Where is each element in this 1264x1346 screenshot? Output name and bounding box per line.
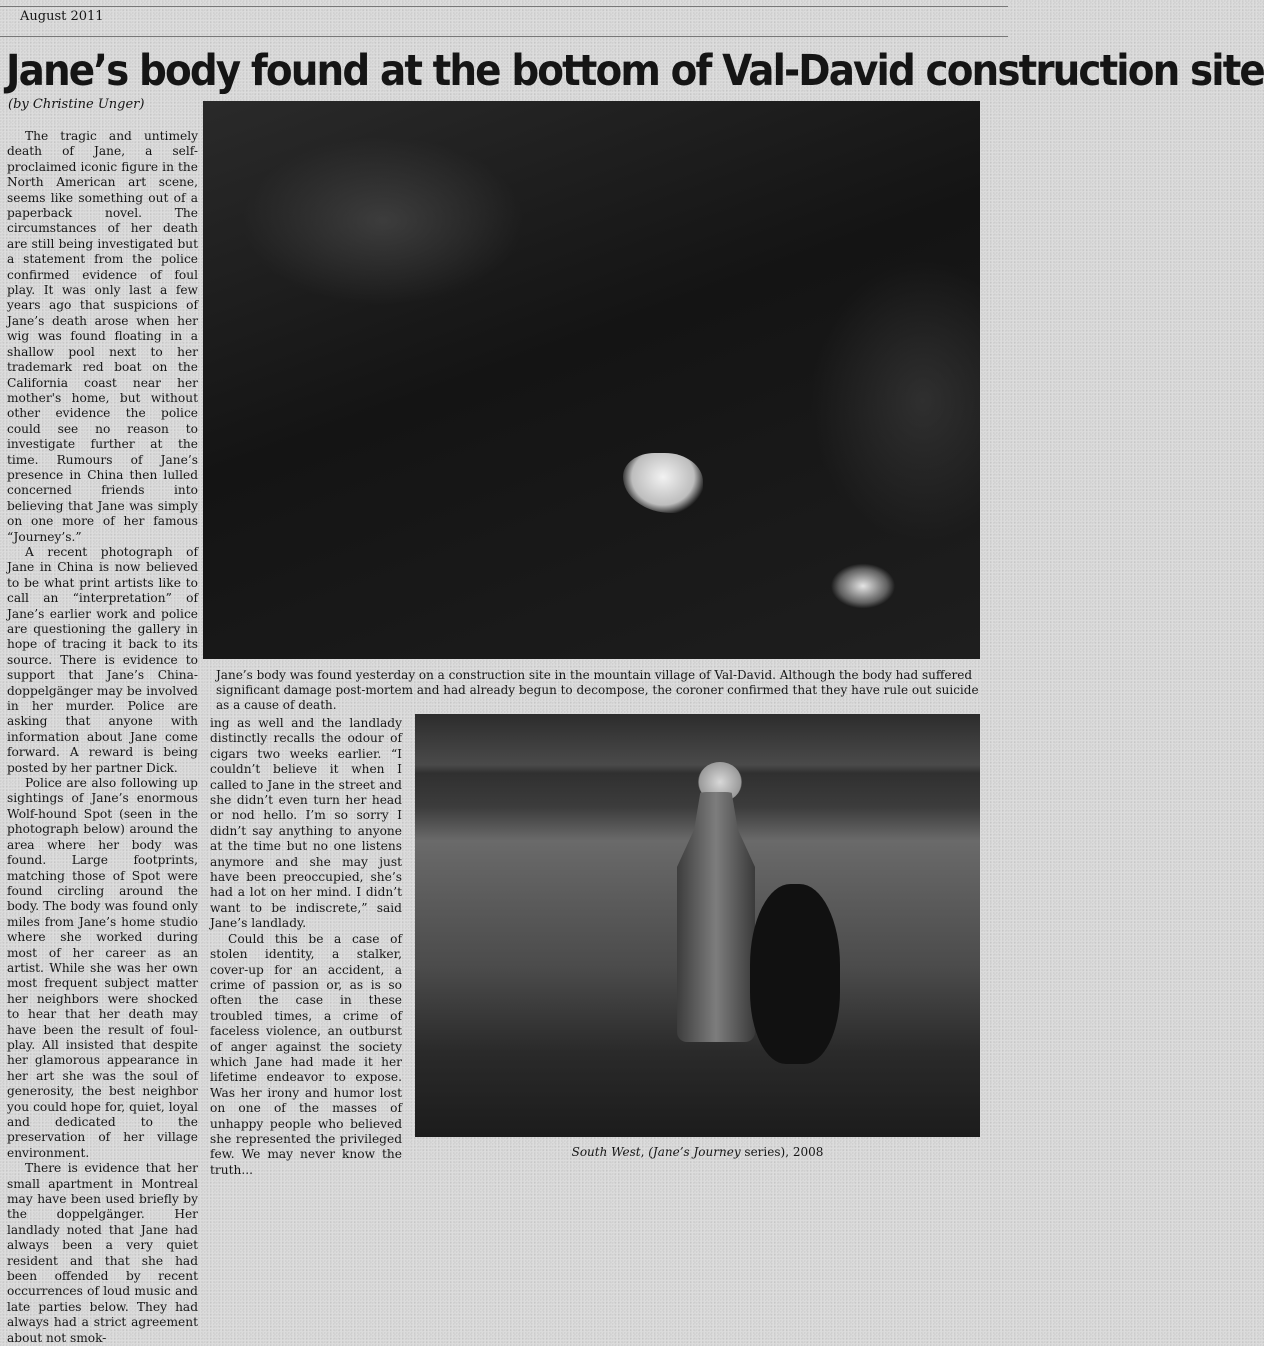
article-column-1 [7, 129, 198, 1345]
woman-figure [677, 792, 755, 1042]
construction-site-photo [203, 101, 980, 659]
paragraph: ing as well and the landlady distinctly recalls the odour of cigars two weeks earlier. “I couldn’t believe it when I called to Jane in the street and she didn’t even turn her head or nod hello. I’m so sorry I didn’t say anything to anyone at the time but no one listens anymore and she may just have been preoccupied, she’s had a lot on her mind. I didn’t want to be indiscrete,” said Jane’s landlady. [210, 716, 402, 931]
artwork-title: South West [571, 1145, 641, 1159]
artwork-caption: South West, (Jane’s Journey series), 2008 [571, 1145, 824, 1159]
top-rule [0, 6, 1008, 7]
paragraph: Police are also following up sightings of Jane’s enormous Wolf-hound Spot (seen in the photograph below) around the area where her body was found. Large footprints, matching those of Spot were found circling around the body. The body was found only miles from Jane’s home studio where she worked during most of her career as an artist. While she was her own most frequent subject matter her neighbors were shocked to hear that her death may have been the result of foul-play. All insisted that despite her glamorous appearance in her art she was the soul of generosity, the best neighbor you could hope for, quiet, loyal and dedicated to the preservation of her village environment. [7, 776, 198, 1160]
south-west-photo [415, 714, 980, 1137]
paragraph: Could this be a case of stolen identity, a stalker, cover-up for an accident, a crime of passion or, as is so often the case in these troubled times, a crime of faceless violence, an outburst of anger against the society which Jane had made it her lifetime endeavor to expose. Was her irony and humor lost on one of the masses of unhappy people who believed she represented the privileged few. We may never know the truth... [210, 931, 402, 1177]
article-column-2 [210, 716, 402, 1177]
wolf-hound [750, 884, 840, 1064]
paragraph: The tragic and untimely death of Jane, a self-proclaimed iconic figure in the North American art scene, seems like something out of a paperback novel. The circumstances of her death are still being investigated but a statement from the police confirmed evidence of foul play. It was only last a few years ago that suspicions of Jane’s death arose when her wig was found floating in a shallow pool next to her trademark red boat on the California coast near her mother's home, but without other evidence the police could see no reason to investigate further at the time. Rumours of Jane’s presence in China then lulled concerned friends into believing that Jane was simply on one more of her famous “Journey’s.” [7, 129, 198, 544]
issue-date: August 2011 [20, 9, 104, 24]
artwork-year: series), 2008 [740, 1145, 824, 1159]
header-rule [0, 36, 1008, 37]
paragraph: There is evidence that her small apartment in Montreal may have been used briefly by the doppelgänger. Her landlady noted that Jane had always been a very quiet resident and that she had been offended by recent occurrences of loud music and late parties below. They had always had a strict agreement about not smok- [7, 1161, 198, 1345]
byline: (by Christine Unger) [8, 97, 145, 112]
paragraph: A recent photograph of Jane in China is now believed to be what print artists like to call an “interpretation” of Jane’s earlier work and police are questioning the gallery in hope of tracing it back to its source. There is evidence to support that Jane’s China-doppelgänger may be involved in her murder. Police are asking that anyone with information about Jane come forward. A reward is being posted by her partner Dick. [7, 544, 198, 775]
headline: Jane’s body found at the bottom of Val-David construction site [6, 46, 1264, 96]
body-figure [623, 453, 703, 513]
photo-caption: Jane’s body was found yesterday on a construction site in the mountain village of Val-David. Although the body had suffered significant damage post-mortem and had already begun to decompose, the coroner confirmed that they have rule out suicide as a cause of death. [216, 668, 979, 712]
artwork-series: (Jane’s Journey [648, 1145, 741, 1159]
